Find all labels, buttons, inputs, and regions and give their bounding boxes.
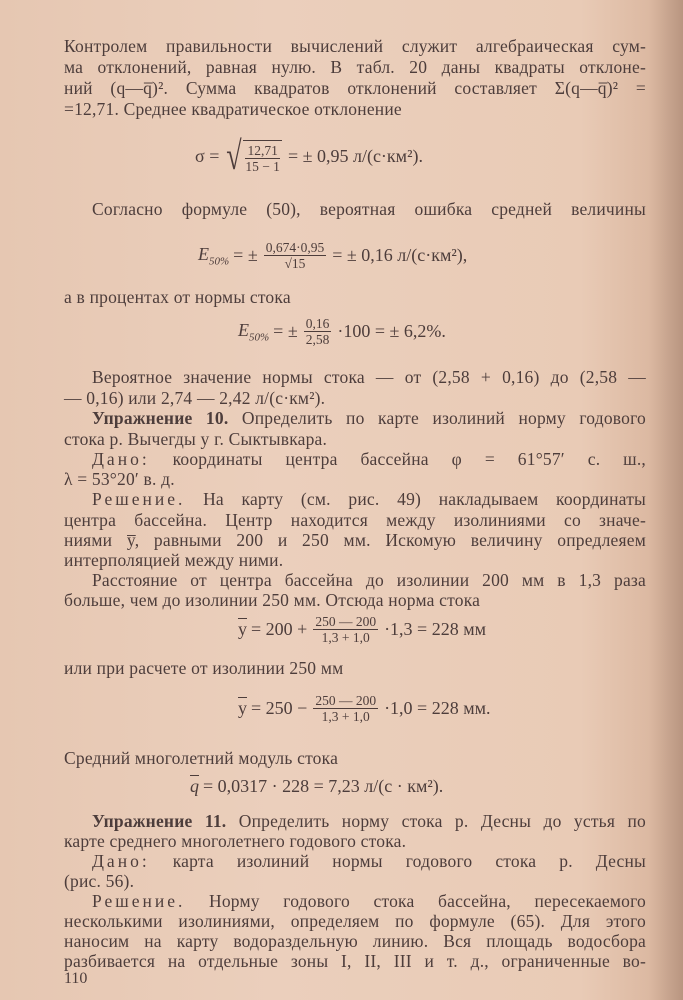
text-line: — 0,16) или 2,74 — 2,42 л/(с·км²). (64, 388, 326, 408)
text-line: наносим на карту водораздельную линию. Вся площадь водосбора (64, 931, 646, 951)
given-label: Дано: (92, 449, 150, 469)
fraction (304, 316, 332, 347)
exercise-10-line: Упражнение 10. Определить по карте изолиний норму годового (92, 408, 646, 428)
fraction (264, 240, 327, 271)
formula-lhs: $\overline{y}$ (238, 698, 247, 718)
formula-lhs: $\overline{y}$ (238, 619, 247, 639)
text-line: Расстояние от центра бассейна до изолинии 200 мм в 1,3 раза (92, 570, 646, 590)
fraction (313, 614, 378, 645)
solution-label: Решение. (92, 891, 186, 911)
text-line: Согласно формуле (50), вероятная ошибка средней величины (92, 199, 646, 219)
text-line: ма отклонений, равная нулю. В табл. 20 даны квадраты отклоне- (64, 57, 646, 77)
formula-q (190, 776, 443, 797)
formula-rhs: = ± 0,16 л/(с·км²), (332, 245, 468, 265)
given-label: Дано: (92, 851, 150, 871)
numerator: 0,16 (305, 316, 330, 331)
text-line: центра бассейна. Центр находится между изолиниями со значе- (64, 510, 646, 530)
formula-y-2 (238, 693, 491, 724)
solution-label: Решение. (92, 489, 186, 509)
text-line: интерполяцией между ними. (64, 550, 284, 570)
formula-lhs: $E_{50\%}$ (198, 243, 230, 268)
formula-rhs: ·1,3 = 228 мм (384, 619, 486, 639)
formula-y-1 (238, 614, 486, 645)
text-line: ниями y̅, равными 200 и 250 мм. Искомую величину опредлеяем (64, 530, 646, 550)
numerator: 0,674·0,95 (265, 240, 325, 255)
given-line: Дано: координаты центра бассейна φ = 61°57′ с. ш., (92, 449, 646, 469)
text-line: карте среднего многолетнего годового стока. (64, 831, 407, 851)
formula-pm: = ± (273, 321, 298, 341)
solution-line: Решение. Норму годового стока бассейна, пересекаемого (92, 891, 646, 911)
sqrt-sign: √ $\frac{12,71}{15 - 1}$ (226, 133, 280, 178)
formula-rhs: ·1,0 = 228 мм. (384, 698, 491, 718)
text-line: Контролем правильности вычислений служит алгебраическая сум- (64, 36, 646, 56)
numerator: 250 — 200 (315, 614, 377, 629)
text-line: Средний многолетний модуль стока (64, 748, 339, 768)
formula-rhs: = ± 0,95 л/(с·км²). (287, 145, 423, 166)
denominator: 2,58 (305, 332, 330, 347)
formula-lhs: $E_{50\%}$ (238, 319, 270, 344)
formula-e50-1 (198, 240, 467, 271)
denominator: 15 − 1 (245, 159, 280, 174)
text-line: стока р. Вычегды у г. Сыктывкара. (64, 429, 328, 449)
formula-rhs: = 0,0317 · 228 = 7,23 л/(с · км²). (203, 776, 444, 796)
formula-lhs: σ = (195, 145, 220, 166)
denominator: √15 (284, 256, 306, 271)
formula-sigma (195, 133, 423, 178)
text-line: разбивается на отдельные зоны I, II, III и т. д., ограниченные во- (64, 951, 646, 971)
text-line: λ = 53°20′ в. д. (64, 469, 175, 489)
text-line: =12,71. Среднее квадратическое отклонение (64, 99, 402, 119)
page-number: 110 (64, 970, 88, 987)
text-line: несколькими изолиниями, определяем по формуле (65). Для этого (64, 911, 646, 931)
formula-lhs: $\overline{q}$ (190, 776, 199, 796)
formula-rhs: ·100 = ± 6,2%. (337, 321, 446, 341)
solution-line: Решение. На карту (см. рис. 49) накладываем координаты (92, 489, 646, 509)
numerator: 250 — 200 (315, 693, 377, 708)
denominator: 1,3 + 1,0 (321, 709, 370, 724)
text-line: (рис. 56). (64, 871, 135, 891)
text-line: или при расчете от изолинии 250 мм (64, 658, 344, 678)
text-line: а в процентах от нормы стока (64, 287, 291, 307)
denominator: 1,3 + 1,0 (321, 630, 370, 645)
formula-mid: = 250 − (251, 698, 308, 718)
exercise-heading: Упражнение 10. (92, 408, 229, 428)
exercise-11-line: Упражнение 11. Определить норму стока р. Десны до устья по (92, 811, 646, 831)
text-line: ний (q—q̅)². Сумма квадратов отклонений составляет Σ(q—q̅)² = (64, 78, 646, 98)
fraction (243, 140, 282, 174)
text-line: Вероятное значение нормы стока — от (2,58 + 0,16) до (2,58 — (92, 367, 646, 387)
text-line: больше, чем до изолинии 250 мм. Отсюда норма стока (64, 590, 481, 610)
exercise-heading: Упражнение 11. (92, 811, 227, 831)
formula-mid: = 200 + (251, 619, 308, 639)
formula-pm: = ± (233, 245, 258, 265)
numerator: 12,71 (247, 143, 278, 158)
given-line: Дано: карта изолиний нормы годового стока р. Десны (92, 851, 647, 871)
formula-e50-2 (238, 316, 446, 347)
fraction (313, 693, 378, 724)
